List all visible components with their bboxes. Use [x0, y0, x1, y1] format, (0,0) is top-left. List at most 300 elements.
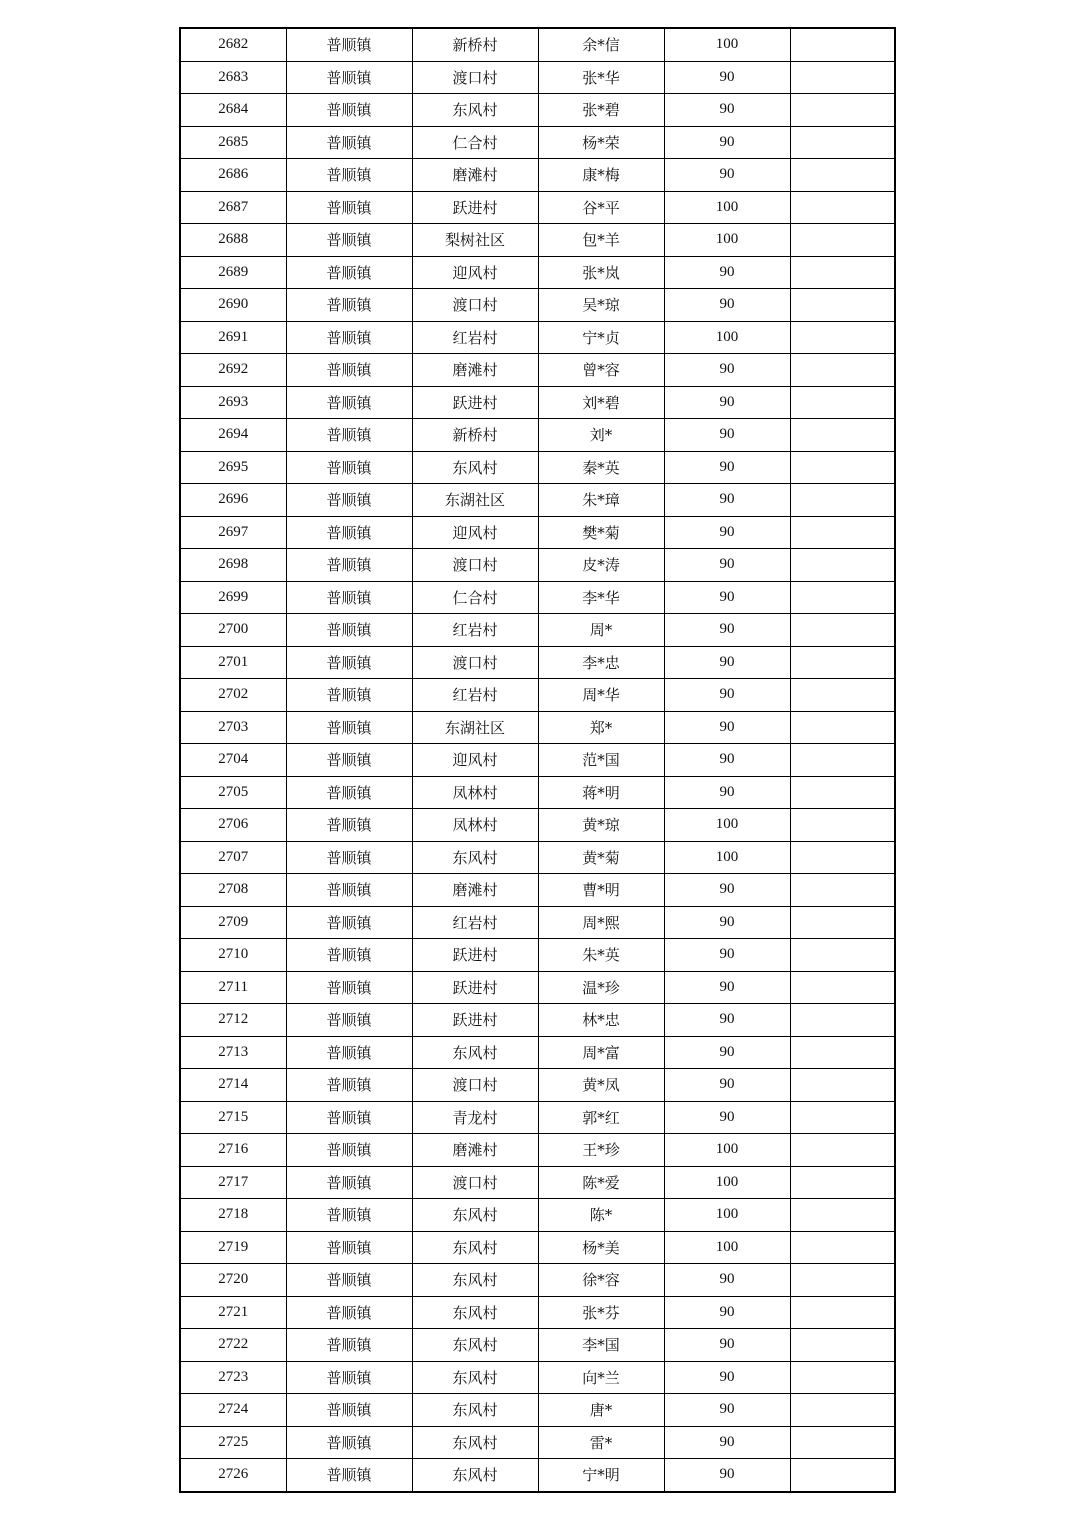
amount-cell: 90 [664, 126, 790, 159]
amount-cell: 90 [664, 906, 790, 939]
serial-number-cell: 2712 [180, 1004, 286, 1037]
person-name-cell: 王*珍 [538, 1134, 664, 1167]
town-cell: 普顺镇 [286, 874, 412, 907]
serial-number-cell: 2690 [180, 289, 286, 322]
town-cell: 普顺镇 [286, 809, 412, 842]
village-cell: 渡口村 [412, 646, 538, 679]
serial-number-cell: 2695 [180, 451, 286, 484]
person-name-cell: 李*华 [538, 581, 664, 614]
serial-number-cell: 2715 [180, 1101, 286, 1134]
amount-cell: 90 [664, 939, 790, 972]
amount-cell: 100 [664, 1231, 790, 1264]
village-cell: 迎风村 [412, 256, 538, 289]
person-name-cell: 黄*菊 [538, 841, 664, 874]
town-cell: 普顺镇 [286, 354, 412, 387]
town-cell: 普顺镇 [286, 1004, 412, 1037]
amount-cell: 100 [664, 28, 790, 61]
note-cell [790, 516, 895, 549]
amount-cell: 100 [664, 321, 790, 354]
town-cell: 普顺镇 [286, 191, 412, 224]
amount-cell: 90 [664, 646, 790, 679]
village-cell: 跃进村 [412, 1004, 538, 1037]
serial-number-cell: 2721 [180, 1296, 286, 1329]
amount-cell: 90 [664, 386, 790, 419]
town-cell: 普顺镇 [286, 1394, 412, 1427]
table-row [180, 28, 895, 61]
table-row [180, 1264, 895, 1297]
amount-cell: 90 [664, 516, 790, 549]
table-row [180, 419, 895, 452]
town-cell: 普顺镇 [286, 971, 412, 1004]
village-cell: 渡口村 [412, 549, 538, 582]
note-cell [790, 1459, 895, 1492]
person-name-cell: 皮*涛 [538, 549, 664, 582]
person-name-cell: 樊*菊 [538, 516, 664, 549]
note-cell [790, 1361, 895, 1394]
person-name-cell: 陈*爱 [538, 1166, 664, 1199]
village-cell: 磨滩村 [412, 874, 538, 907]
amount-cell: 90 [664, 354, 790, 387]
note-cell [790, 776, 895, 809]
village-cell: 凤林村 [412, 809, 538, 842]
amount-cell: 100 [664, 224, 790, 257]
village-cell: 迎风村 [412, 516, 538, 549]
village-cell: 凤林村 [412, 776, 538, 809]
note-cell [790, 1329, 895, 1362]
person-name-cell: 张*华 [538, 61, 664, 94]
serial-number-cell: 2722 [180, 1329, 286, 1362]
table-row [180, 906, 895, 939]
note-cell [790, 94, 895, 127]
amount-cell: 90 [664, 744, 790, 777]
town-cell: 普顺镇 [286, 386, 412, 419]
table-row [180, 1004, 895, 1037]
serial-number-cell: 2682 [180, 28, 286, 61]
note-cell [790, 289, 895, 322]
serial-number-cell: 2706 [180, 809, 286, 842]
amount-cell: 90 [664, 1264, 790, 1297]
village-cell: 磨滩村 [412, 159, 538, 192]
person-name-cell: 李*忠 [538, 646, 664, 679]
table-row [180, 744, 895, 777]
roster-table [179, 27, 896, 1493]
note-cell [790, 809, 895, 842]
table-row [180, 386, 895, 419]
village-cell: 东风村 [412, 841, 538, 874]
amount-cell: 90 [664, 711, 790, 744]
amount-cell: 90 [664, 1004, 790, 1037]
note-cell [790, 451, 895, 484]
serial-number-cell: 2687 [180, 191, 286, 224]
person-name-cell: 周*熙 [538, 906, 664, 939]
amount-cell: 90 [664, 419, 790, 452]
village-cell: 仁合村 [412, 581, 538, 614]
person-name-cell: 谷*平 [538, 191, 664, 224]
serial-number-cell: 2705 [180, 776, 286, 809]
amount-cell: 90 [664, 1459, 790, 1492]
town-cell: 普顺镇 [286, 906, 412, 939]
town-cell: 普顺镇 [286, 1166, 412, 1199]
table-row [180, 1166, 895, 1199]
serial-number-cell: 2691 [180, 321, 286, 354]
village-cell: 东风村 [412, 1296, 538, 1329]
person-name-cell: 张*芬 [538, 1296, 664, 1329]
note-cell [790, 1036, 895, 1069]
note-cell [790, 1199, 895, 1232]
serial-number-cell: 2704 [180, 744, 286, 777]
table-row [180, 484, 895, 517]
serial-number-cell: 2713 [180, 1036, 286, 1069]
town-cell: 普顺镇 [286, 614, 412, 647]
village-cell: 东风村 [412, 1036, 538, 1069]
table-row [180, 776, 895, 809]
town-cell: 普顺镇 [286, 28, 412, 61]
note-cell [790, 1166, 895, 1199]
town-cell: 普顺镇 [286, 484, 412, 517]
village-cell: 红岩村 [412, 906, 538, 939]
serial-number-cell: 2717 [180, 1166, 286, 1199]
town-cell: 普顺镇 [286, 776, 412, 809]
town-cell: 普顺镇 [286, 1134, 412, 1167]
note-cell [790, 1394, 895, 1427]
town-cell: 普顺镇 [286, 321, 412, 354]
serial-number-cell: 2716 [180, 1134, 286, 1167]
person-name-cell: 李*国 [538, 1329, 664, 1362]
note-cell [790, 354, 895, 387]
amount-cell: 90 [664, 549, 790, 582]
table-row [180, 1069, 895, 1102]
amount-cell: 90 [664, 94, 790, 127]
town-cell: 普顺镇 [286, 581, 412, 614]
serial-number-cell: 2708 [180, 874, 286, 907]
note-cell [790, 224, 895, 257]
village-cell: 东风村 [412, 94, 538, 127]
table-row [180, 159, 895, 192]
serial-number-cell: 2696 [180, 484, 286, 517]
table-row [180, 1329, 895, 1362]
amount-cell: 90 [664, 1329, 790, 1362]
table-row [180, 516, 895, 549]
table-row [180, 1459, 895, 1492]
person-name-cell: 范*国 [538, 744, 664, 777]
table-row [180, 1296, 895, 1329]
serial-number-cell: 2693 [180, 386, 286, 419]
village-cell: 仁合村 [412, 126, 538, 159]
table-row [180, 354, 895, 387]
serial-number-cell: 2698 [180, 549, 286, 582]
serial-number-cell: 2718 [180, 1199, 286, 1232]
town-cell: 普顺镇 [286, 289, 412, 322]
person-name-cell: 张*岚 [538, 256, 664, 289]
person-name-cell: 朱*英 [538, 939, 664, 972]
serial-number-cell: 2689 [180, 256, 286, 289]
amount-cell: 90 [664, 61, 790, 94]
amount-cell: 90 [664, 1426, 790, 1459]
table-row [180, 256, 895, 289]
town-cell: 普顺镇 [286, 451, 412, 484]
note-cell [790, 744, 895, 777]
person-name-cell: 杨*美 [538, 1231, 664, 1264]
note-cell [790, 841, 895, 874]
town-cell: 普顺镇 [286, 1426, 412, 1459]
village-cell: 东风村 [412, 1264, 538, 1297]
town-cell: 普顺镇 [286, 61, 412, 94]
village-cell: 红岩村 [412, 614, 538, 647]
note-cell [790, 711, 895, 744]
roster-table-body [180, 28, 895, 1492]
serial-number-cell: 2724 [180, 1394, 286, 1427]
serial-number-cell: 2700 [180, 614, 286, 647]
table-row [180, 1231, 895, 1264]
serial-number-cell: 2702 [180, 679, 286, 712]
town-cell: 普顺镇 [286, 679, 412, 712]
town-cell: 普顺镇 [286, 1069, 412, 1102]
town-cell: 普顺镇 [286, 126, 412, 159]
village-cell: 东风村 [412, 1459, 538, 1492]
serial-number-cell: 2707 [180, 841, 286, 874]
note-cell [790, 1231, 895, 1264]
town-cell: 普顺镇 [286, 1459, 412, 1492]
serial-number-cell: 2720 [180, 1264, 286, 1297]
person-name-cell: 曾*容 [538, 354, 664, 387]
note-cell [790, 939, 895, 972]
town-cell: 普顺镇 [286, 939, 412, 972]
village-cell: 东湖社区 [412, 711, 538, 744]
table-row [180, 1426, 895, 1459]
note-cell [790, 906, 895, 939]
table-row [180, 61, 895, 94]
serial-number-cell: 2714 [180, 1069, 286, 1102]
town-cell: 普顺镇 [286, 1329, 412, 1362]
serial-number-cell: 2719 [180, 1231, 286, 1264]
table-row [180, 581, 895, 614]
person-name-cell: 宁*贞 [538, 321, 664, 354]
serial-number-cell: 2725 [180, 1426, 286, 1459]
person-name-cell: 杨*荣 [538, 126, 664, 159]
town-cell: 普顺镇 [286, 1199, 412, 1232]
village-cell: 跃进村 [412, 939, 538, 972]
table-row [180, 126, 895, 159]
amount-cell: 90 [664, 1394, 790, 1427]
note-cell [790, 1134, 895, 1167]
town-cell: 普顺镇 [286, 224, 412, 257]
serial-number-cell: 2692 [180, 354, 286, 387]
amount-cell: 90 [664, 971, 790, 1004]
village-cell: 东风村 [412, 1199, 538, 1232]
note-cell [790, 549, 895, 582]
town-cell: 普顺镇 [286, 711, 412, 744]
note-cell [790, 1004, 895, 1037]
village-cell: 梨树社区 [412, 224, 538, 257]
person-name-cell: 徐*容 [538, 1264, 664, 1297]
serial-number-cell: 2726 [180, 1459, 286, 1492]
town-cell: 普顺镇 [286, 256, 412, 289]
note-cell [790, 256, 895, 289]
village-cell: 磨滩村 [412, 354, 538, 387]
town-cell: 普顺镇 [286, 159, 412, 192]
table-row [180, 711, 895, 744]
town-cell: 普顺镇 [286, 549, 412, 582]
village-cell: 渡口村 [412, 289, 538, 322]
town-cell: 普顺镇 [286, 1361, 412, 1394]
person-name-cell: 唐* [538, 1394, 664, 1427]
person-name-cell: 康*梅 [538, 159, 664, 192]
table-row [180, 1199, 895, 1232]
village-cell: 新桥村 [412, 28, 538, 61]
town-cell: 普顺镇 [286, 1036, 412, 1069]
town-cell: 普顺镇 [286, 744, 412, 777]
town-cell: 普顺镇 [286, 94, 412, 127]
serial-number-cell: 2686 [180, 159, 286, 192]
village-cell: 红岩村 [412, 321, 538, 354]
amount-cell: 90 [664, 159, 790, 192]
person-name-cell: 雷* [538, 1426, 664, 1459]
serial-number-cell: 2694 [180, 419, 286, 452]
amount-cell: 90 [664, 679, 790, 712]
serial-number-cell: 2685 [180, 126, 286, 159]
person-name-cell: 郭*红 [538, 1101, 664, 1134]
table-row [180, 809, 895, 842]
person-name-cell: 吴*琼 [538, 289, 664, 322]
table-row [180, 971, 895, 1004]
amount-cell: 100 [664, 809, 790, 842]
table-row [180, 1134, 895, 1167]
table-row [180, 679, 895, 712]
table-row [180, 321, 895, 354]
note-cell [790, 971, 895, 1004]
person-name-cell: 张*碧 [538, 94, 664, 127]
town-cell: 普顺镇 [286, 841, 412, 874]
person-name-cell: 刘*碧 [538, 386, 664, 419]
note-cell [790, 614, 895, 647]
town-cell: 普顺镇 [286, 1231, 412, 1264]
note-cell [790, 321, 895, 354]
village-cell: 渡口村 [412, 1166, 538, 1199]
village-cell: 东湖社区 [412, 484, 538, 517]
amount-cell: 90 [664, 1296, 790, 1329]
note-cell [790, 1069, 895, 1102]
table-row [180, 1101, 895, 1134]
note-cell [790, 61, 895, 94]
serial-number-cell: 2699 [180, 581, 286, 614]
serial-number-cell: 2710 [180, 939, 286, 972]
person-name-cell: 黄*琼 [538, 809, 664, 842]
note-cell [790, 1426, 895, 1459]
table-row [180, 841, 895, 874]
amount-cell: 90 [664, 614, 790, 647]
amount-cell: 90 [664, 484, 790, 517]
person-name-cell: 林*忠 [538, 1004, 664, 1037]
village-cell: 跃进村 [412, 191, 538, 224]
table-row [180, 646, 895, 679]
village-cell: 新桥村 [412, 419, 538, 452]
table-row [180, 191, 895, 224]
note-cell [790, 1264, 895, 1297]
person-name-cell: 包*羊 [538, 224, 664, 257]
person-name-cell: 向*兰 [538, 1361, 664, 1394]
note-cell [790, 874, 895, 907]
amount-cell: 90 [664, 451, 790, 484]
table-row [180, 614, 895, 647]
person-name-cell: 朱*璋 [538, 484, 664, 517]
amount-cell: 90 [664, 1069, 790, 1102]
serial-number-cell: 2688 [180, 224, 286, 257]
note-cell [790, 484, 895, 517]
amount-cell: 90 [664, 1361, 790, 1394]
person-name-cell: 曹*明 [538, 874, 664, 907]
note-cell [790, 679, 895, 712]
note-cell [790, 191, 895, 224]
note-cell [790, 386, 895, 419]
serial-number-cell: 2711 [180, 971, 286, 1004]
village-cell: 东风村 [412, 1231, 538, 1264]
amount-cell: 90 [664, 874, 790, 907]
amount-cell: 90 [664, 1101, 790, 1134]
amount-cell: 90 [664, 776, 790, 809]
table-row [180, 1361, 895, 1394]
amount-cell: 100 [664, 1134, 790, 1167]
note-cell [790, 1296, 895, 1329]
town-cell: 普顺镇 [286, 1101, 412, 1134]
note-cell [790, 159, 895, 192]
village-cell: 渡口村 [412, 61, 538, 94]
village-cell: 迎风村 [412, 744, 538, 777]
person-name-cell: 温*珍 [538, 971, 664, 1004]
person-name-cell: 蒋*明 [538, 776, 664, 809]
person-name-cell: 黄*凤 [538, 1069, 664, 1102]
serial-number-cell: 2723 [180, 1361, 286, 1394]
person-name-cell: 周* [538, 614, 664, 647]
village-cell: 青龙村 [412, 1101, 538, 1134]
serial-number-cell: 2701 [180, 646, 286, 679]
village-cell: 跃进村 [412, 971, 538, 1004]
town-cell: 普顺镇 [286, 1264, 412, 1297]
note-cell [790, 419, 895, 452]
town-cell: 普顺镇 [286, 1296, 412, 1329]
table-row [180, 224, 895, 257]
amount-cell: 90 [664, 1036, 790, 1069]
serial-number-cell: 2709 [180, 906, 286, 939]
village-cell: 渡口村 [412, 1069, 538, 1102]
town-cell: 普顺镇 [286, 419, 412, 452]
village-cell: 红岩村 [412, 679, 538, 712]
person-name-cell: 宁*明 [538, 1459, 664, 1492]
serial-number-cell: 2697 [180, 516, 286, 549]
village-cell: 东风村 [412, 451, 538, 484]
amount-cell: 90 [664, 581, 790, 614]
person-name-cell: 郑* [538, 711, 664, 744]
serial-number-cell: 2683 [180, 61, 286, 94]
amount-cell: 100 [664, 191, 790, 224]
note-cell [790, 581, 895, 614]
village-cell: 东风村 [412, 1394, 538, 1427]
village-cell: 东风村 [412, 1361, 538, 1394]
table-row [180, 1394, 895, 1427]
amount-cell: 90 [664, 289, 790, 322]
note-cell [790, 1101, 895, 1134]
person-name-cell: 余*信 [538, 28, 664, 61]
amount-cell: 100 [664, 1166, 790, 1199]
amount-cell: 100 [664, 841, 790, 874]
village-cell: 跃进村 [412, 386, 538, 419]
town-cell: 普顺镇 [286, 516, 412, 549]
person-name-cell: 周*富 [538, 1036, 664, 1069]
table-row [180, 939, 895, 972]
table-row [180, 1036, 895, 1069]
table-row [180, 289, 895, 322]
note-cell [790, 646, 895, 679]
town-cell: 普顺镇 [286, 646, 412, 679]
